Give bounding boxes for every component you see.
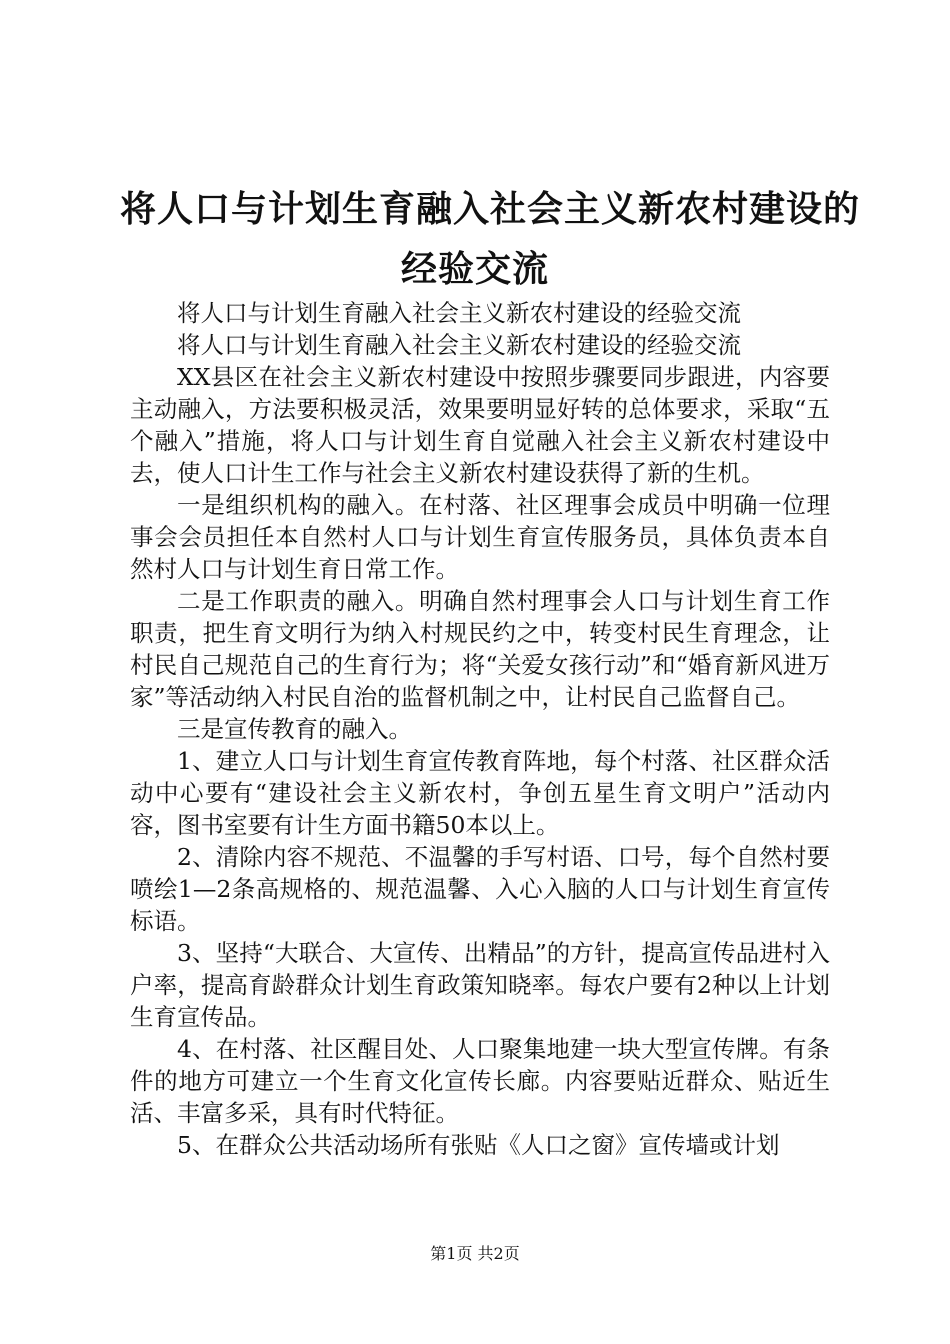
paragraph: XX县区在社会主义新农村建设中按照步骤要同步跟进，内容要主动融入，方法要积极灵活，效果要明显好转的总体要求，采取“五个融入”措施，将人口与计划生育自觉融入社会主义新农村建设中去，使人口计生工作与社会主义新农村建设获得了新的生机。 [130,363,830,487]
paragraph: 5、在群众公共活动场所有张贴《人口之窗》宣传墙或计划 [177,1131,780,1159]
paragraph: 二是工作职责的融入。明确自然村理事会人口与计划生育工作职责，把生育文明行为纳入村规民约之中，转变村民生育理念，让村民自己规范自己的生育行为；将“关爱女孩行动”和“婚育新风进万家”等活动纳入村民自治的监督机制之中，让村民自己监督自己。 [130,587,830,711]
paragraph: 三是宣传教育的融入。 [177,715,412,743]
paragraph: 2、清除内容不规范、不温馨的手写村语、口号，每个自然村要喷绘1—2条高规格的、规范温馨、入心入脑的人口与计划生育宣传标语。 [130,843,830,935]
paragraph: 1、建立人口与计划生育宣传教育阵地，每个村落、社区群众活动中心要有“建设社会主义新农村，争创五星生育文明户”活动内容，图书室要有计生方面书籍50本以上。 [130,747,830,839]
document-title-line-1: 将人口与计划生育融入社会主义新农村建设的 [120,188,861,230]
document-body [130,297,830,1161]
paragraph: 一是组织机构的融入。在村落、社区理事会成员中明确一位理事会会员担任本自然村人口与计划生育宣传服务员，具体负责本自然村人口与计划生育日常工作。 [130,491,830,583]
paragraph: 将人口与计划生育融入社会主义新农村建设的经验交流 [177,299,741,327]
page-footer: 第1页 共2页 [430,1244,520,1263]
document-title-line-2: 经验交流 [400,248,549,290]
paragraph: 将人口与计划生育融入社会主义新农村建设的经验交流 [177,331,741,359]
paragraph: 3、坚持“大联合、大宣传、出精品”的方针，提高宣传品进村入户率，提高育龄群众计划生育政策知晓率。每农户要有2种以上计划生育宣传品。 [130,939,830,1031]
paragraph: 4、在村落、社区醒目处、人口聚集地建一块大型宣传牌。有条件的地方可建立一个生育文化宣传长廊。内容要贴近群众、贴近生活、丰富多采，具有时代特征。 [130,1035,830,1127]
